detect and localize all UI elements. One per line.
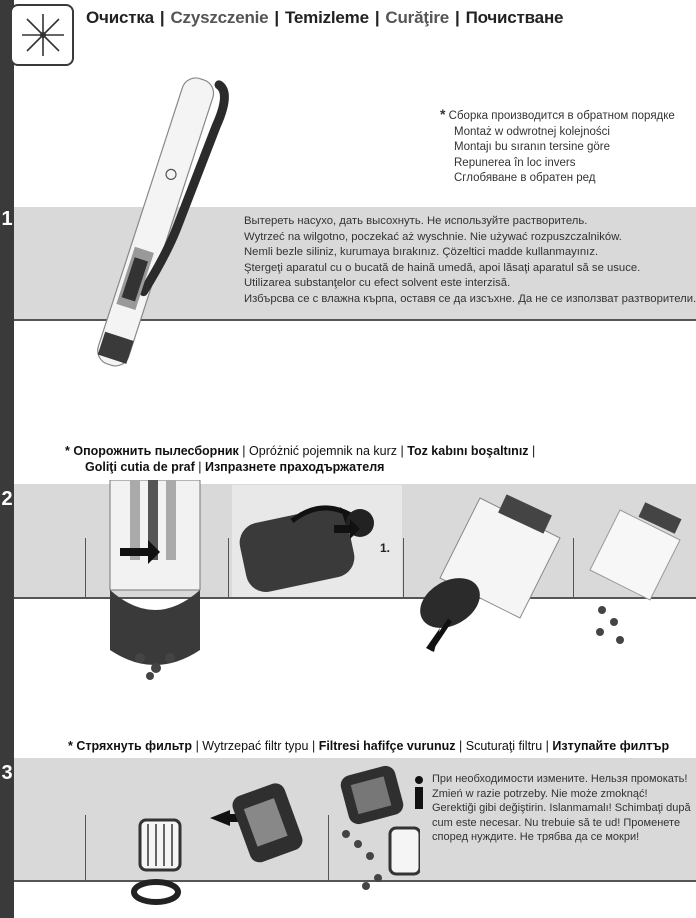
caption-part: Opróżnić pojemnik na kurz	[249, 444, 398, 458]
caption-part: Toz kabını boşaltınız	[407, 444, 529, 458]
filter-disassembly-illustration	[120, 780, 320, 910]
instruction-line: Wytrzeć na wilgotno, poczekać aż wyschnie. Nie używać rozpuszczalników.	[244, 230, 622, 243]
instruction-line: Избърсва се с влажна кърпа, оставя се да изсъхне. Да не се използват разтворители.	[244, 292, 696, 305]
divider-tick	[85, 538, 86, 597]
step3-caption: * Стряхнуть фильтр | Wytrzepać filtr typu | Filtresi hafifçe vurunuz | Scuturaţi filtru | Изтупайте филтър	[68, 739, 670, 753]
page-title	[86, 8, 686, 32]
title-ro: Curăţire	[385, 8, 450, 27]
instruction-line: Nemli bezle siliniz, kurumaya bırakınız. Çözeltici madde kullanmayınız.	[244, 246, 599, 259]
divider-tick	[403, 538, 404, 597]
title-pl: Czyszczenie	[170, 8, 269, 27]
dust-container-open-illustration	[232, 485, 402, 597]
instruction-line: Ştergeţi aparatul cu o bucată de haină umedă, apoi lăsaţi aparatul să se usuce.	[244, 261, 641, 274]
caption-part: Опорожнить пылесборник	[73, 444, 239, 458]
title-tr: Temizleme	[284, 8, 369, 27]
dust-container-release-illustration	[100, 480, 230, 680]
step2-caption: * Опорожнить пылесборник | Opróżnić pojemnik na kurz | Toz kabını boşaltınız | Goliţi cutia de praf | Изпразнете праходържателя	[65, 444, 536, 474]
assembly-note-line: Montaż w odwrotnej kolejności	[454, 125, 610, 138]
note-star: *	[440, 106, 446, 122]
caption-part: Filtresi hafifçe vurunuz	[318, 739, 456, 753]
cleaning-instructions	[244, 214, 696, 308]
caption-part: Стряхнуть фильтр	[76, 739, 193, 753]
step-number: 2	[1, 488, 13, 510]
title-separator: |	[274, 8, 279, 27]
emptying-dust-illustration	[580, 500, 690, 650]
title-bg: Почистване	[465, 8, 564, 27]
caption-star: *	[65, 444, 70, 458]
sparkle-icon	[20, 12, 66, 58]
divider-tick	[85, 815, 86, 880]
assembly-note-line: Montajı bu sıranın tersine göre	[454, 141, 610, 153]
title-separator: |	[159, 8, 165, 27]
title-separator: |	[455, 8, 460, 27]
caption-part: Goliţi cutia de praf	[85, 460, 195, 474]
caption-part: Scuturaţi filtru	[465, 739, 543, 753]
caption-part: Wytrzepać filtr typu	[202, 739, 309, 753]
sub-step-label: 1.	[380, 541, 391, 555]
assembly-note-line: Сглобяване в обратен ред	[454, 172, 596, 184]
divider-tick	[328, 815, 329, 880]
handheld-vacuum-illustration	[80, 62, 230, 392]
filter-tapping-illustration	[330, 764, 420, 894]
filter-replacement-note: При необходимости измените. Нельзя промокать! Zmień w razie potrzeby. Nie może zmoknąć! Gerektiği gibi değiştirin. Islanmamalı! Schimbaţi după cum este necesar. Nu trebuie să te ud! Променете според нуждите. Не трябва да се мокри!	[432, 773, 691, 844]
assembly-note-line: Repunerea în loc invers	[454, 156, 576, 169]
title-ru: Очистка	[86, 8, 154, 27]
info-icon	[412, 776, 426, 810]
instruction-line: Вытереть насухо, дать высохнуть. Не используйте растворитель.	[244, 215, 588, 227]
cleaning-logo	[10, 4, 74, 66]
step-number: 3	[1, 762, 13, 784]
instruction-line: Utilizarea substanţelor cu efect solvent este interzisă.	[244, 277, 511, 290]
caption-part: Изтупайте филтър	[552, 739, 670, 753]
assembly-note	[440, 107, 675, 187]
filter-removal-illustration	[410, 488, 570, 668]
caption-part: Изпразнете праходържателя	[204, 460, 385, 474]
divider-tick	[573, 538, 574, 597]
assembly-note-line: Сборка производится в обратном порядке	[448, 110, 675, 122]
title-separator: |	[374, 8, 380, 27]
caption-star: *	[68, 739, 73, 753]
step-number: 1	[1, 208, 13, 230]
